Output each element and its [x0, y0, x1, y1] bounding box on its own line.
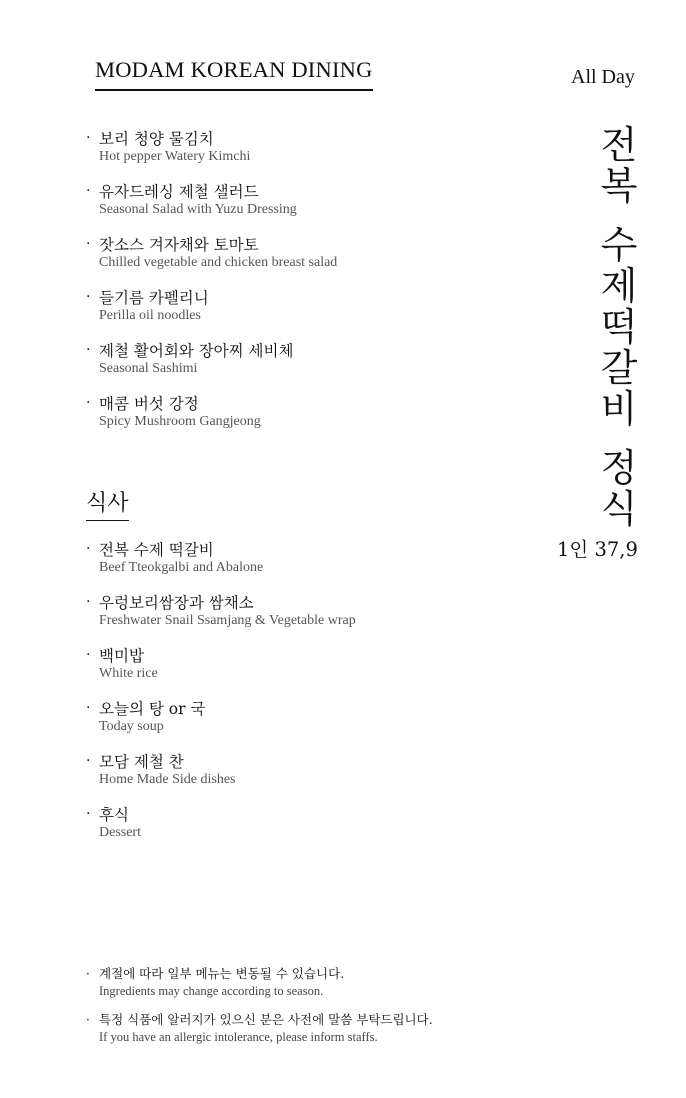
service-label: All Day — [571, 66, 635, 88]
title-char: 복 — [600, 164, 638, 208]
title-char: 식 — [600, 487, 638, 531]
bullet: · — [86, 806, 91, 822]
title-char: 전 — [600, 123, 638, 167]
dish-name-ko: 보리 청양 물김치 — [99, 130, 214, 148]
dish-name-en: Spicy Mushroom Gangjeong — [99, 414, 261, 429]
bullet: · — [86, 1013, 90, 1027]
dish-name-en: Seasonal Salad with Yuzu Dressing — [99, 202, 297, 217]
dish-name-en: Today soup — [99, 719, 164, 734]
dish-name-en: Dessert — [99, 825, 141, 840]
dish-name-en: Home Made Side dishes — [99, 772, 236, 787]
title-char: 떡 — [600, 305, 638, 349]
dish-name-ko: 매콤 버섯 강정 — [99, 395, 199, 413]
bullet: · — [86, 753, 91, 769]
dish-name-ko: 제철 활어회와 장아찌 세비체 — [99, 342, 294, 360]
bullet: · — [86, 594, 91, 610]
dish-name-ko: 전복 수제 떡갈비 — [99, 541, 214, 559]
footnote-en: Ingredients may change according to season. — [99, 984, 324, 998]
bullet: · — [86, 541, 91, 557]
dish-name-ko: 잣소스 겨자채와 토마토 — [99, 236, 259, 254]
meal-section-heading: 식사 — [86, 490, 129, 521]
dish-name-en: Beef Tteokgalbi and Abalone — [99, 560, 264, 575]
dish-name-en: White rice — [99, 666, 158, 681]
dish-name-ko: 오늘의 탕 or 국 — [99, 700, 206, 718]
bullet: · — [86, 236, 91, 252]
footnote-ko: 계절에 따라 일부 메뉴는 변동될 수 있습니다. — [99, 966, 345, 981]
bullet: · — [86, 130, 91, 146]
dish-name-ko: 우렁보리쌈장과 쌈채소 — [99, 594, 254, 612]
dish-name-ko: 유자드레싱 제철 샐러드 — [99, 183, 259, 201]
footnote-ko: 특정 식품에 알러지가 있으신 분은 사전에 말씀 부탁드립니다. — [99, 1012, 433, 1027]
dish-name-ko: 들기름 카펠리니 — [99, 289, 209, 307]
dish-name-en: Perilla oil noodles — [99, 308, 201, 323]
bullet: · — [86, 647, 91, 663]
bullet: · — [86, 700, 91, 716]
dish-name-ko: 모담 제철 찬 — [99, 753, 184, 771]
bullet: · — [86, 183, 91, 199]
footnote-en: If you have an allergic intolerance, please inform staffs. — [99, 1030, 378, 1044]
dish-name-ko: 후식 — [99, 806, 129, 824]
bullet: · — [86, 967, 90, 981]
dish-name-en: Chilled vegetable and chicken breast salad — [99, 255, 338, 270]
dish-name-en: Seasonal Sashimi — [99, 361, 198, 376]
vertical-course-title — [596, 125, 642, 530]
title-char: 정 — [600, 446, 638, 490]
title-char: 수 — [600, 223, 638, 267]
dish-name-en: Freshwater Snail Ssamjang & Vegetable wrap — [99, 613, 356, 628]
title-char: 제 — [600, 264, 638, 308]
price-per-person: 1인 37,9 — [557, 538, 638, 561]
dish-name-en: Hot pepper Watery Kimchi — [99, 149, 251, 164]
bullet: · — [86, 395, 91, 411]
title-char: 비 — [600, 387, 638, 431]
bullet: · — [86, 342, 91, 358]
restaurant-name: MODAM KOREAN DINING — [95, 57, 373, 91]
bullet: · — [86, 289, 91, 305]
dish-name-ko: 백미밥 — [99, 647, 144, 665]
title-char: 갈 — [600, 346, 638, 390]
